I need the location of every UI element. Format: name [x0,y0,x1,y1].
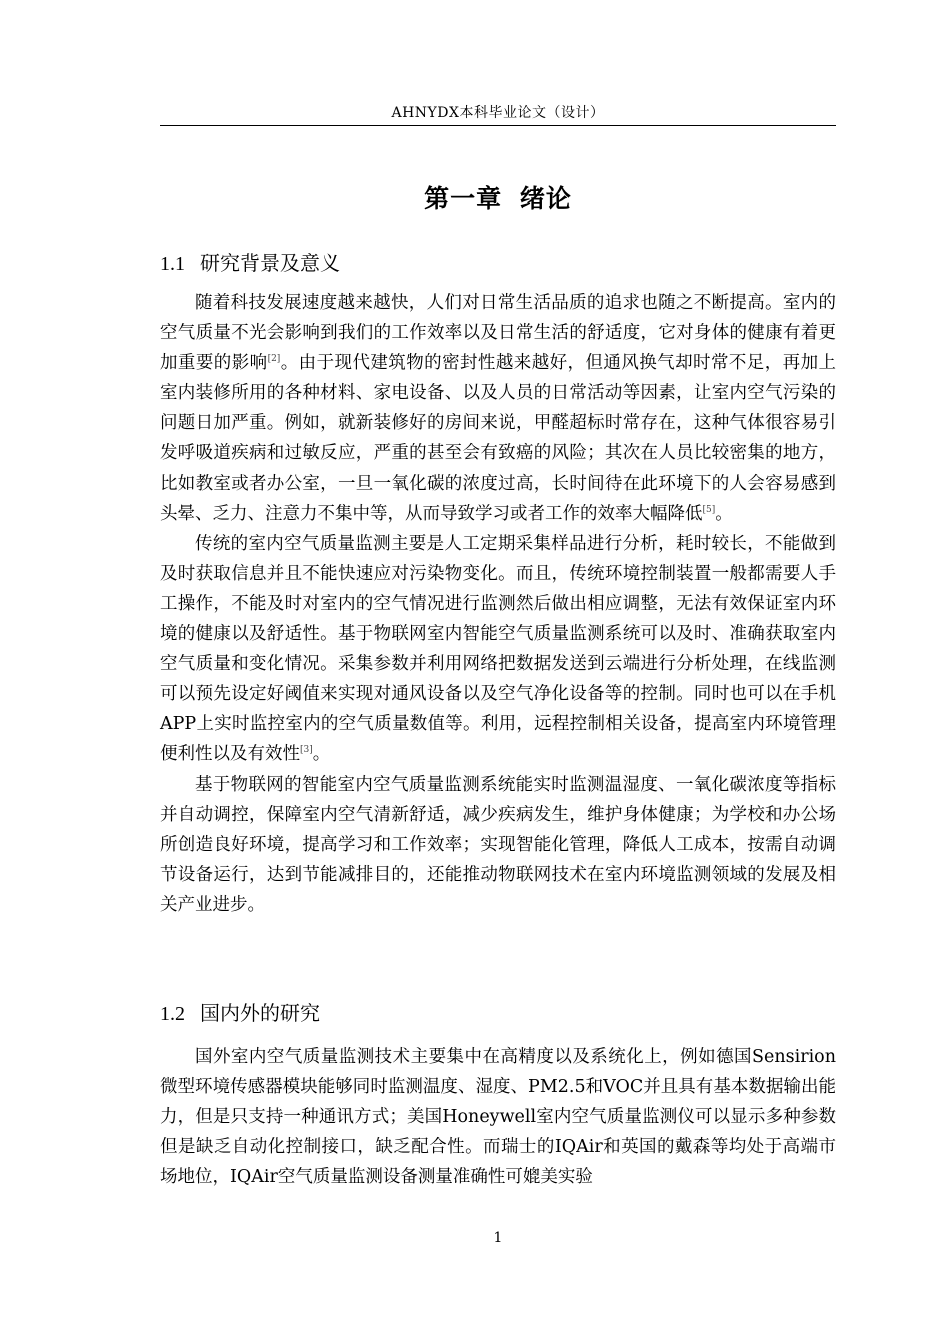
paragraph-text: 。 [715,503,733,524]
paragraph-text: 国外室内空气质量监测技术主要集中在高精度以及系统化上，例如德国Sensirion微型环境传感器模块能够同时监测温度、湿度、PM2.5和VOC并且具有基本数据输出能力，但是只支持一种通讯方式；美国Honeywell室内空气质量监测仪可以显示多种参数但是缺乏自动化控制接口，缺乏配合性。而瑞士的IQAir和英国的戴森等均处于高端市场地位，IQAir空气质量监测设备测量准确性可媲美实验 [160,1047,836,1188]
section-number: 1.1 [160,253,185,275]
header-rule [160,125,836,126]
paragraph-text: 传统的室内空气质量监测主要是人工定期采集样品进行分析，耗时较长，不能做到及时获取信息并且不能快速应对污染物变化。而且，传统环境控制装置一般都需要人手工操作，不能及时对室内的空气情况进行监测然后做出相应调整，无法有效保证室内环境的健康以及舒适性。基于物联网室内智能空气质量监测系统可以及时、准确获取室内空气质量和变化情况。采集参数并利用网络把数据发送到云端进行分析处理，在线监测可以预先设定好阈值来实现对通风设备以及空气净化设备等的控制。同时也可以在手机APP上实时监控室内的空气质量数值等。利用，远程控制相关设备，提高室内环境管理便利性以及有效性 [160,533,836,765]
section-heading-1-2 [160,998,836,1029]
section-number: 1.2 [160,1003,185,1025]
section-title: 国内外的研究 [200,1001,320,1025]
citation: [2] [267,354,281,365]
paragraph [160,770,836,920]
section-1-2-body [160,1042,836,1192]
section-1-1-body [160,288,836,920]
paragraph-text: 。 [312,744,331,765]
paragraph [160,288,836,529]
paragraph [160,1042,836,1192]
citation: [3] [300,745,313,756]
paragraph [160,529,836,770]
chapter-title: 第一章 绪论 [424,184,572,213]
paragraph-text: 基于物联网的智能室内空气质量监测系统能实时监测温湿度、一氧化碳浓度等指标并自动调控，保障室内空气清新舒适，减少疾病发生，维护身体健康；为学校和办公场所创造良好环境，提高学习和工作效率；实现智能化管理，降低人工成本，按需自动调节设备运行，达到节能减排目的，还能推动物联网技术在室内环境监测领域的发展及相关产业进步。 [160,774,836,915]
page-number: 1 [493,1230,503,1246]
running-header: AHNYDX本科毕业论文（设计） [391,105,605,121]
paragraph-text: 随着科技发展速度越来越快，人们对日常生活品质的追求也随之不断提高。室内的空气质量不光会影响到我们的工作效率以及日常生活的舒适度，它对身体的健康有着更加重要的影响 [160,293,836,374]
section-heading-1-1 [160,248,836,279]
section-title: 研究背景及意义 [200,251,340,275]
paragraph-text: 。由于现代建筑物的密封性越来越好，但通风换气却时常不足，再加上室内装修所用的各种材料、家电设备、以及人员的日常活动等因素，让室内空气污染的问题日加严重。例如，就新装修好的房间来说，甲醛超标时常存在，这种气体很容易引发呼吸道疾病和过敏反应，严重的甚至会有致癌的风险；其次在人员比较密集的地方，比如教室或者办公室，一旦一氧化碳的浓度过高，长时间待在此环境下的人会容易感到头晕、乏力、注意力不集中等，从而导致学习或者工作的效率大幅降低 [160,353,837,524]
citation: [5] [702,504,716,515]
